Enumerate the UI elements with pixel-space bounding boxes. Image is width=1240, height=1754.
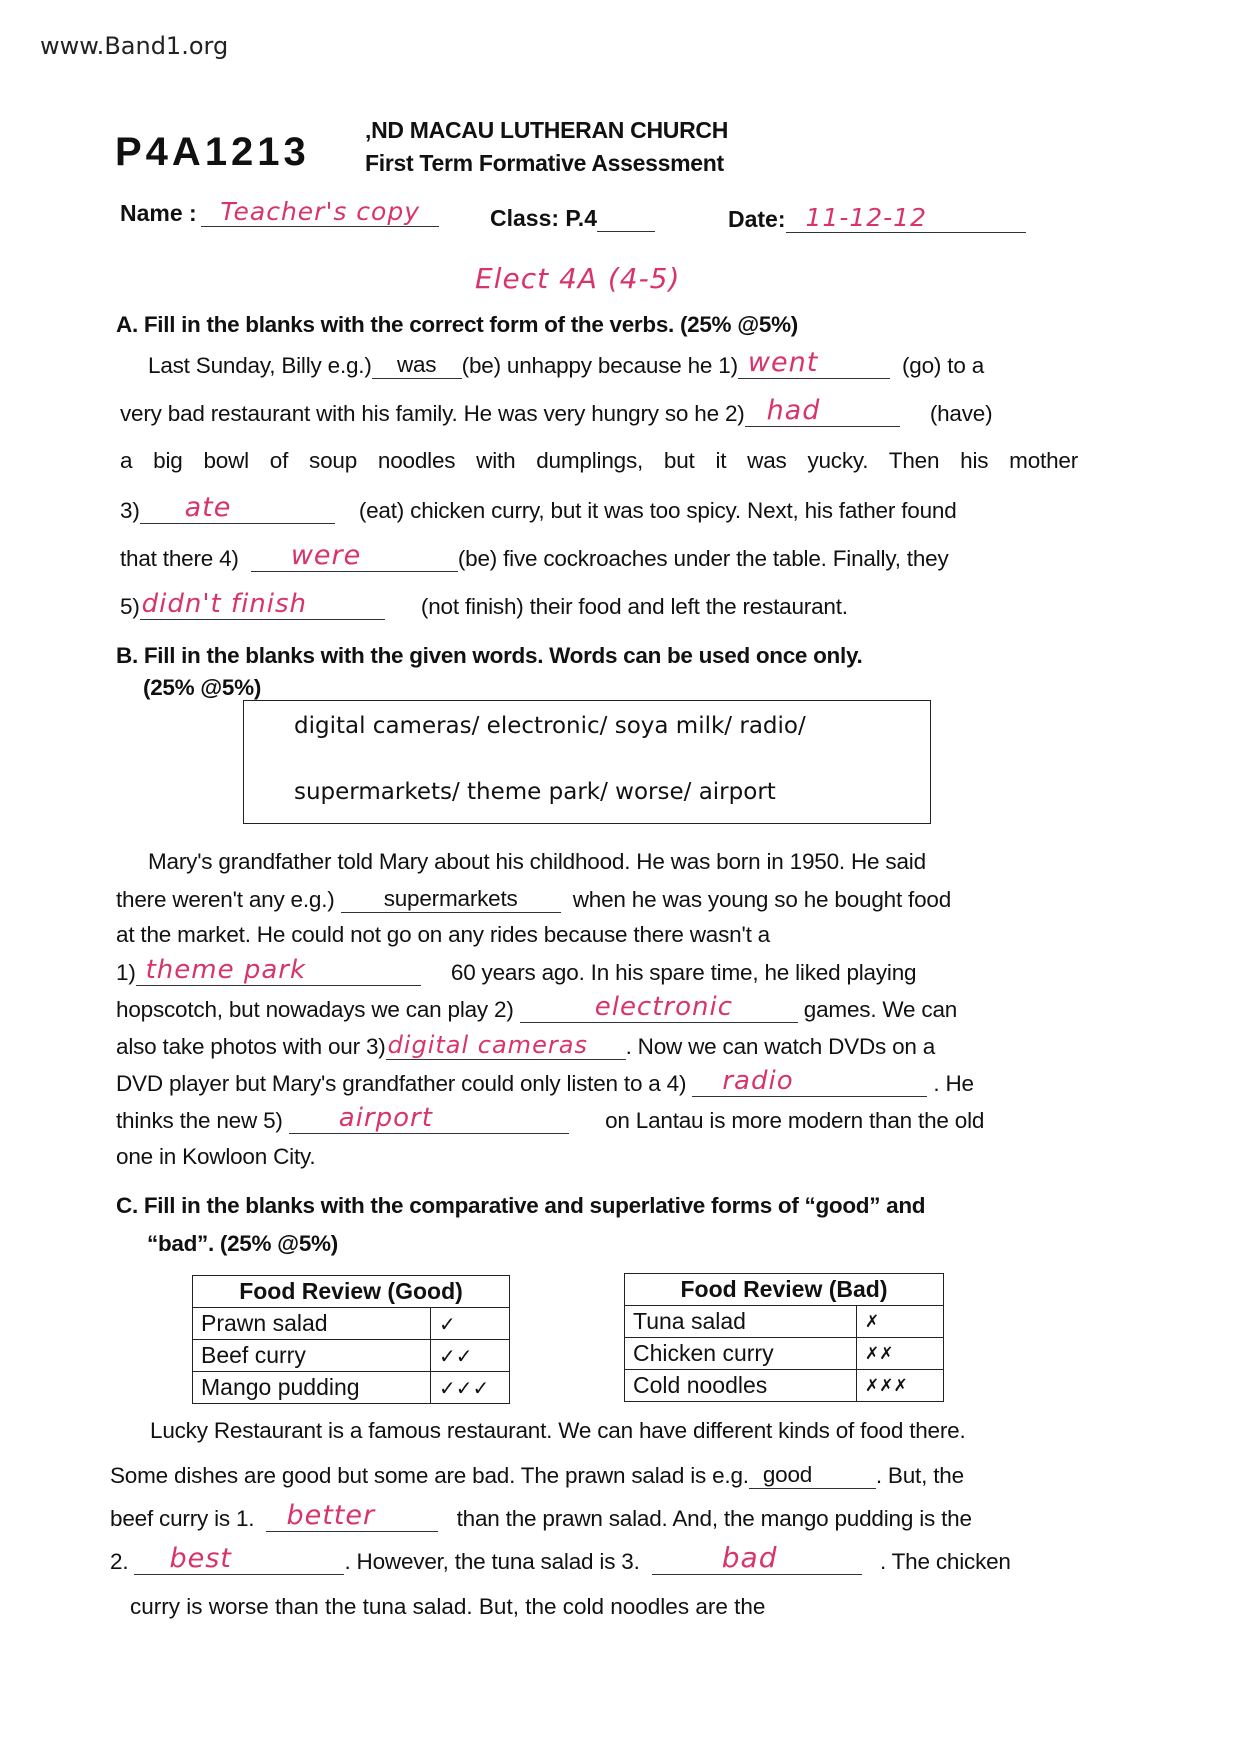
text: also take photos with our 3) <box>116 1034 386 1059</box>
food-item: Mango pudding <box>193 1372 431 1404</box>
section-b-marks: (25% @5%) <box>143 675 262 700</box>
table-title: Food Review (Good) <box>193 1276 510 1308</box>
answer-b4: radio <box>722 1066 794 1096</box>
class-blank[interactable] <box>597 205 655 232</box>
text: . The chicken <box>879 1549 1011 1574</box>
section-b-line-3: at the market. He could not go on any rides because there wasn't a <box>116 922 770 947</box>
section-b-line-6 <box>116 1033 935 1060</box>
example-answer: good <box>762 1462 813 1487</box>
section-b-line-9: one in Kowloon City. <box>116 1144 316 1169</box>
section-c-line-1: Lucky Restaurant is a famous restaurant. We can have different kinds of food there. <box>150 1418 966 1443</box>
text: hopscotch, but nowadays we can play 2) <box>116 997 514 1022</box>
paper-code-text: P4A1213 <box>115 130 310 174</box>
cross-icon: ✗✗✗ <box>857 1370 944 1402</box>
table-row <box>193 1372 510 1404</box>
section-a-line-1 <box>148 347 985 379</box>
word-bank-line-2: supermarkets/ theme park/ worse/ airport <box>294 779 776 805</box>
cut-off-text: curry is worse than the tuna salad. But, the cold noodles are the <box>130 1594 766 1619</box>
text: Some dishes are good but some are bad. The prawn salad is e.g. <box>110 1463 749 1488</box>
section-a-line-2 <box>120 395 993 427</box>
answer-b3: digital cameras <box>387 1031 588 1059</box>
text: there weren't any e.g.) <box>116 887 335 912</box>
watermark-url: www.Band1.org <box>40 32 229 60</box>
answer-blank-b5[interactable] <box>289 1103 569 1134</box>
name-label: Name : <box>120 200 197 226</box>
section-c-line-2 <box>110 1462 964 1489</box>
text: games. We can <box>803 997 958 1022</box>
table-row <box>193 1340 510 1372</box>
text: (be) five cockroaches under the table. Finally, they <box>457 546 949 571</box>
text: (not finish) their food and left the restaurant. <box>420 594 848 619</box>
answer-c2: best <box>169 1543 232 1574</box>
text: beef curry is 1. <box>110 1506 255 1531</box>
text: (be) unhappy because he 1) <box>461 353 738 378</box>
class-field <box>490 205 655 232</box>
answer-b1: theme park <box>145 955 307 985</box>
answer-blank-b4[interactable] <box>692 1066 927 1097</box>
check-icon: ✓✓ <box>431 1340 510 1372</box>
name-blank[interactable] <box>201 197 439 227</box>
section-b-line-4 <box>116 955 917 986</box>
text: thinks the new 5) <box>116 1108 283 1133</box>
text: DVD player but Mary's grandfather could only listen to a 4) <box>116 1071 687 1096</box>
table-row <box>193 1308 510 1340</box>
food-review-good-table <box>192 1275 510 1404</box>
food-item: Beef curry <box>193 1340 431 1372</box>
answer-blank-c3[interactable] <box>652 1541 862 1575</box>
paper-code <box>115 130 315 180</box>
table-title: Food Review (Bad) <box>625 1274 944 1306</box>
answer-b2: electronic <box>594 992 734 1022</box>
date-value: 11-12-12 <box>805 203 927 232</box>
section-a-line-6 <box>120 589 848 620</box>
assessment-title: First Term Formative Assessment <box>365 150 724 176</box>
section-b-line-2 <box>116 886 951 913</box>
answer-blank-b3[interactable] <box>386 1033 626 1060</box>
answer-blank-c2[interactable] <box>134 1543 344 1575</box>
answer-a1: went <box>747 347 819 378</box>
text: Last Sunday, Billy e.g.) <box>148 353 372 378</box>
food-item: Tuna salad <box>625 1306 857 1338</box>
example-answer: supermarkets <box>383 886 518 911</box>
section-a-line-3: a big bowl of soup noodles with dumplings, but it was yucky. Then his mother <box>120 448 1078 473</box>
date-field <box>728 203 1026 233</box>
table-row <box>625 1338 944 1370</box>
class-label: Class: P.4 <box>490 205 597 231</box>
example-blank <box>749 1462 876 1489</box>
example-answer: was <box>396 352 437 377</box>
answer-b5: airport <box>338 1103 433 1133</box>
section-c-line-4 <box>110 1541 1011 1575</box>
answer-blank-b1[interactable] <box>136 955 421 986</box>
text: (eat) chicken curry, but it was too spicy. Next, his father found <box>358 498 957 523</box>
section-b-line-7 <box>116 1066 974 1097</box>
section-b-line-1: Mary's grandfather told Mary about his childhood. He was born in 1950. He said <box>148 849 926 874</box>
answer-c1: better <box>286 1500 376 1531</box>
word-bank-line-1: digital cameras/ electronic/ soya milk/ radio/ <box>294 713 806 739</box>
date-label: Date: <box>728 206 786 232</box>
text: 2. <box>110 1549 129 1574</box>
section-a-heading: A. Fill in the blanks with the correct form of the verbs. (25% @5%) <box>116 312 798 337</box>
check-icon: ✓✓✓ <box>431 1372 510 1404</box>
text: 3) <box>120 498 140 523</box>
section-b-line-5 <box>116 992 958 1023</box>
date-blank[interactable] <box>786 203 1026 233</box>
text: on Lantau is more modern than the old <box>605 1108 985 1133</box>
answer-a5: didn't finish <box>141 589 308 619</box>
text: than the prawn salad. And, the mango pudding is the <box>456 1506 972 1531</box>
food-item: Cold noodles <box>625 1370 857 1402</box>
text: 1) <box>116 960 136 985</box>
example-blank <box>372 352 462 379</box>
section-a-line-4 <box>120 492 957 524</box>
answer-blank-a3[interactable] <box>140 492 335 524</box>
table-row <box>625 1306 944 1338</box>
section-c-heading: C. Fill in the blanks with the comparative and superlative forms of “good” and <box>116 1193 926 1218</box>
food-review-bad-table <box>624 1273 944 1402</box>
answer-blank-b2[interactable] <box>520 992 798 1023</box>
text: . However, the tuna salad is 3. <box>344 1549 640 1574</box>
food-item: Prawn salad <box>193 1308 431 1340</box>
check-icon: ✓ <box>431 1308 510 1340</box>
section-c-line-3 <box>110 1500 972 1532</box>
answer-blank-c1[interactable] <box>266 1500 438 1532</box>
food-item: Chicken curry <box>625 1338 857 1370</box>
text: . Now we can watch DVDs on a <box>625 1034 936 1059</box>
answer-a4: were <box>290 540 362 571</box>
table-row <box>625 1370 944 1402</box>
class-note: Elect 4A (4-5) <box>475 262 681 295</box>
text: when he was young so he bought food <box>572 887 952 912</box>
text: . He <box>933 1071 974 1096</box>
answer-blank-a2[interactable] <box>745 395 900 427</box>
cross-icon: ✗ <box>857 1306 944 1338</box>
section-c-line-5-cut-off <box>130 1594 1100 1619</box>
section-c-marks: “bad”. (25% @5%) <box>147 1231 338 1256</box>
answer-c3: bad <box>721 1541 778 1574</box>
text: 60 years ago. In his spare time, he liked playing <box>450 960 917 985</box>
text: . But, the <box>875 1463 964 1488</box>
cross-icon: ✗✗ <box>857 1338 944 1370</box>
answer-blank-a1[interactable] <box>738 347 890 379</box>
name-field <box>120 197 439 227</box>
text: very bad restaurant with his family. He was very hungry so he 2) <box>120 401 745 426</box>
name-value: Teacher's copy <box>220 197 420 226</box>
text: (go) to a <box>902 353 985 378</box>
section-a-line-5 <box>120 540 949 572</box>
answer-a3: ate <box>184 492 232 523</box>
word-bank-box <box>243 700 931 824</box>
text: that there 4) <box>120 546 239 571</box>
school-title: ‚ND MACAU LUTHERAN CHURCH <box>365 117 729 143</box>
text: 5) <box>120 594 140 619</box>
example-blank <box>341 886 561 913</box>
text: (have) <box>929 401 993 426</box>
section-b-heading: B. Fill in the blanks with the given words. Words can be used once only. <box>116 643 863 668</box>
answer-a2: had <box>766 395 821 426</box>
answer-blank-a5[interactable] <box>140 589 385 620</box>
answer-blank-a4[interactable] <box>251 540 458 572</box>
section-b-line-8 <box>116 1103 985 1134</box>
